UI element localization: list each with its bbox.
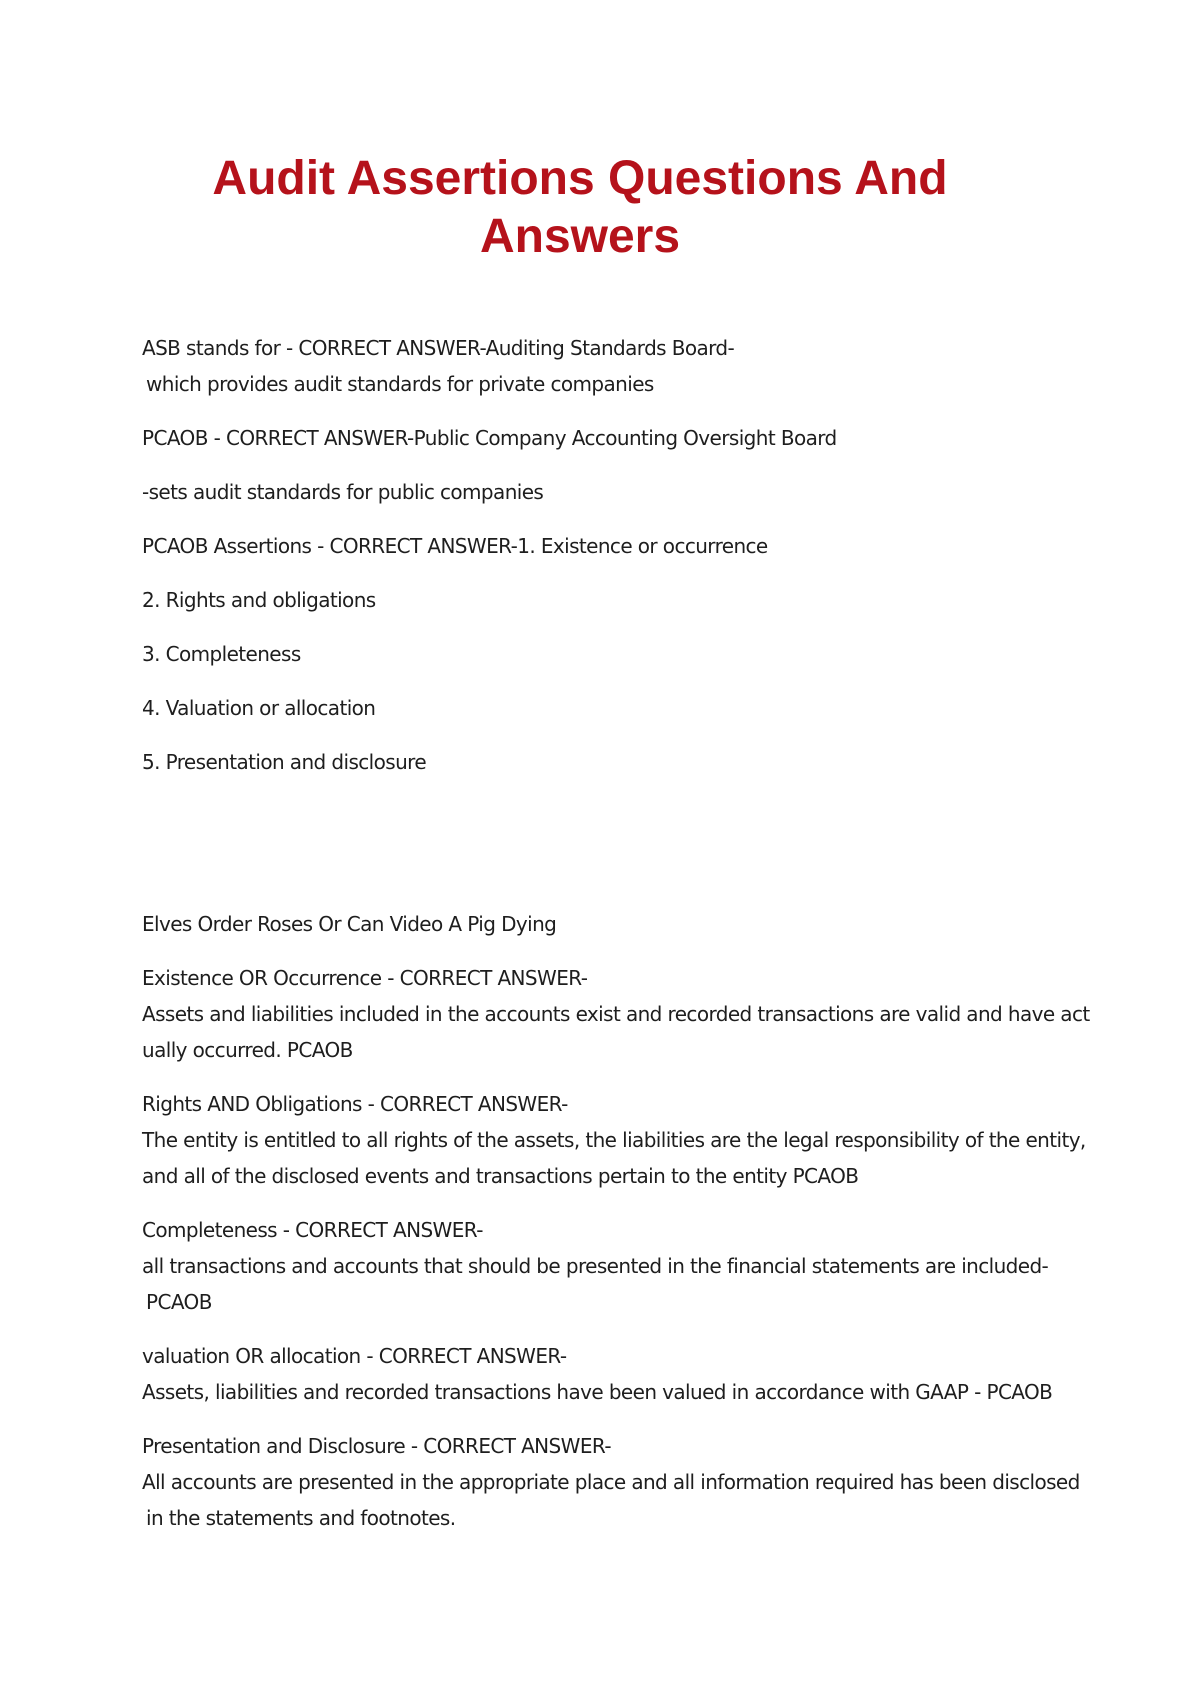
- qa-rights-question: Rights AND Obligations - CORRECT ANSWER-: [142, 1092, 568, 1116]
- assertion-list-item: [142, 582, 1082, 618]
- qa-rights: [142, 1086, 1086, 1194]
- qa-asb-question: ASB stands for - CORRECT ANSWER-Auditing Standards Board-: [142, 336, 735, 360]
- qa-rights-answer-1: The entity is entitled to all rights of the assets, the liabilities are the legal responsibility of the entity,: [142, 1128, 1086, 1152]
- qa-pcaob: [142, 420, 1082, 456]
- qa-existence-answer-2: ually occurred. PCAOB: [142, 1038, 353, 1062]
- qa-pcaob-sets-text: -sets audit standards for public companies: [142, 480, 544, 504]
- qa-pcaob-sets: [142, 474, 1082, 510]
- assertion-item-2: 2. Rights and obligations: [142, 588, 376, 612]
- qa-completeness: [142, 1212, 1082, 1320]
- qa-existence-answer-1: Assets and liabilities included in the accounts exist and recorded transactions are valid and have act: [142, 1002, 1090, 1026]
- assertion-list-item: [142, 690, 1082, 726]
- title-line-1: Audit Assertions Questions And: [212, 152, 948, 205]
- qa-rights-answer-2: and all of the disclosed events and transactions pertain to the entity PCAOB: [142, 1164, 859, 1188]
- qa-completeness-question: Completeness - CORRECT ANSWER-: [142, 1218, 483, 1242]
- qa-presentation-answer-2: in the statements and footnotes.: [146, 1506, 456, 1530]
- qa-valuation: [142, 1338, 1082, 1410]
- qa-valuation-answer-1: Assets, liabilities and recorded transactions have been valued in accordance with GAAP - PCAOB: [142, 1380, 1053, 1404]
- qa-asb-answer: which provides audit standards for private companies: [146, 372, 654, 396]
- assertion-list-item: [142, 744, 1082, 780]
- qa-completeness-answer-2: PCAOB: [146, 1290, 212, 1314]
- document-title: [150, 150, 1010, 266]
- assertion-item-4: 4. Valuation or allocation: [142, 696, 376, 720]
- assertion-item-5: 5. Presentation and disclosure: [142, 750, 427, 774]
- qa-existence: [142, 960, 1090, 1068]
- qa-presentation-answer-1: All accounts are presented in the appropriate place and all information required has been disclosed: [142, 1470, 1080, 1494]
- assertion-list-item: [142, 636, 1082, 672]
- qa-presentation: [142, 1428, 1082, 1536]
- assertion-item-3: 3. Completeness: [142, 642, 301, 666]
- qa-completeness-answer-1: all transactions and accounts that should be presented in the financial statements are included-: [142, 1254, 1049, 1278]
- document-body: [142, 330, 1090, 1554]
- mnemonic: [142, 906, 1082, 942]
- qa-pcaob-assertions-question: PCAOB Assertions - CORRECT ANSWER-1. Existence or occurrence: [142, 534, 768, 558]
- qa-pcaob-question: PCAOB - CORRECT ANSWER-Public Company Accounting Oversight Board: [142, 426, 837, 450]
- mnemonic-text: Elves Order Roses Or Can Video A Pig Dying: [142, 912, 557, 936]
- blank-space: [142, 798, 1082, 906]
- qa-valuation-question: valuation OR allocation - CORRECT ANSWER-: [142, 1344, 567, 1368]
- qa-pcaob-assertions: [142, 528, 1082, 564]
- qa-existence-question: Existence OR Occurrence - CORRECT ANSWER-: [142, 966, 588, 990]
- qa-asb: [142, 330, 1082, 402]
- qa-presentation-question: Presentation and Disclosure - CORRECT ANSWER-: [142, 1434, 611, 1458]
- title-line-2: Answers: [479, 210, 681, 263]
